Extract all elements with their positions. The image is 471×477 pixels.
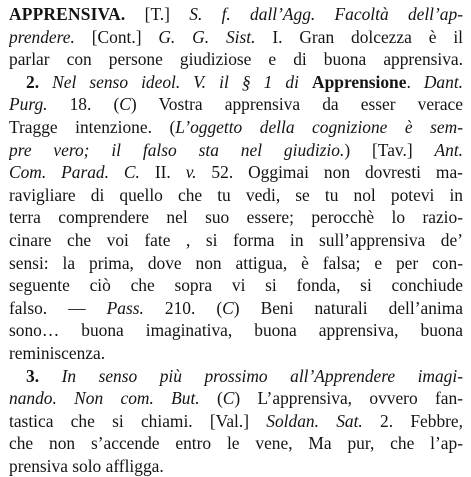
entry-line: falso. — Pass. 210. (C) Beni naturali dell’anima [9,297,463,318]
entry-line: nando. Non com. But. (C) L’apprensiva, ovvero fan- [9,388,463,409]
sense-3-start: 3. In senso più prossimo all’Apprendere imagi- [26,365,463,386]
entry-line: seguente ciò che sopra vi si fonda, si conchiude [9,275,463,296]
entry-line: APPRENSIVA. [T.] S. f. dall’Agg. Facoltà dell’ap- [9,4,463,24]
entry-line: che non s’accende entro le vene, Ma pur, che l’ap- [9,433,463,454]
entry-line: prensiva solo affligga. [9,455,164,476]
entry-line: terra comprendere nel suo essere; perocchè lo razio- [9,207,463,228]
entry-line: parlar con persone giudiziose e di buona apprensiva. [9,49,463,70]
cross-reference: Apprensione [312,71,407,92]
entry-line: sono… buona imaginativa, buona apprensiva, buona [9,320,463,341]
entry-line: cinare che voi fate , si forma in sull’apprensiva de’ [9,229,463,250]
sense-2-start: 2. Nel senso ideol. V. il § 1 di Apprensione. Dant. [26,71,463,92]
entry-line: Purg. 18. (C) Vostra apprensiva da esser verace [9,94,463,115]
headword: APPRENSIVA. [9,4,126,24]
entry-line: sensi: la prima, dove non attigua, è falsa; e per con- [9,252,463,273]
entry-line: tastica che si chiami. [Val.] Soldan. Sat. 2. Febbre, [9,410,463,431]
entry-line: reminiscenza. [9,342,106,363]
entry-line: prendere. [Cont.] G. G. Sist. I. Gran dolcezza è il [9,26,463,47]
entry-line: pre vero; il falso sta nel giudizio.) [Tav.] Ant. [9,139,463,160]
entry-line: Tragge intenzione. (L’oggetto della cognizione è sem- [9,116,463,137]
entry-line: Com. Parad. C. II. v. 52. Oggimai non dovresti ma- [9,162,463,183]
entry-line: ravigliare di quello che tu vedi, se tu nol potevi in [9,184,463,205]
